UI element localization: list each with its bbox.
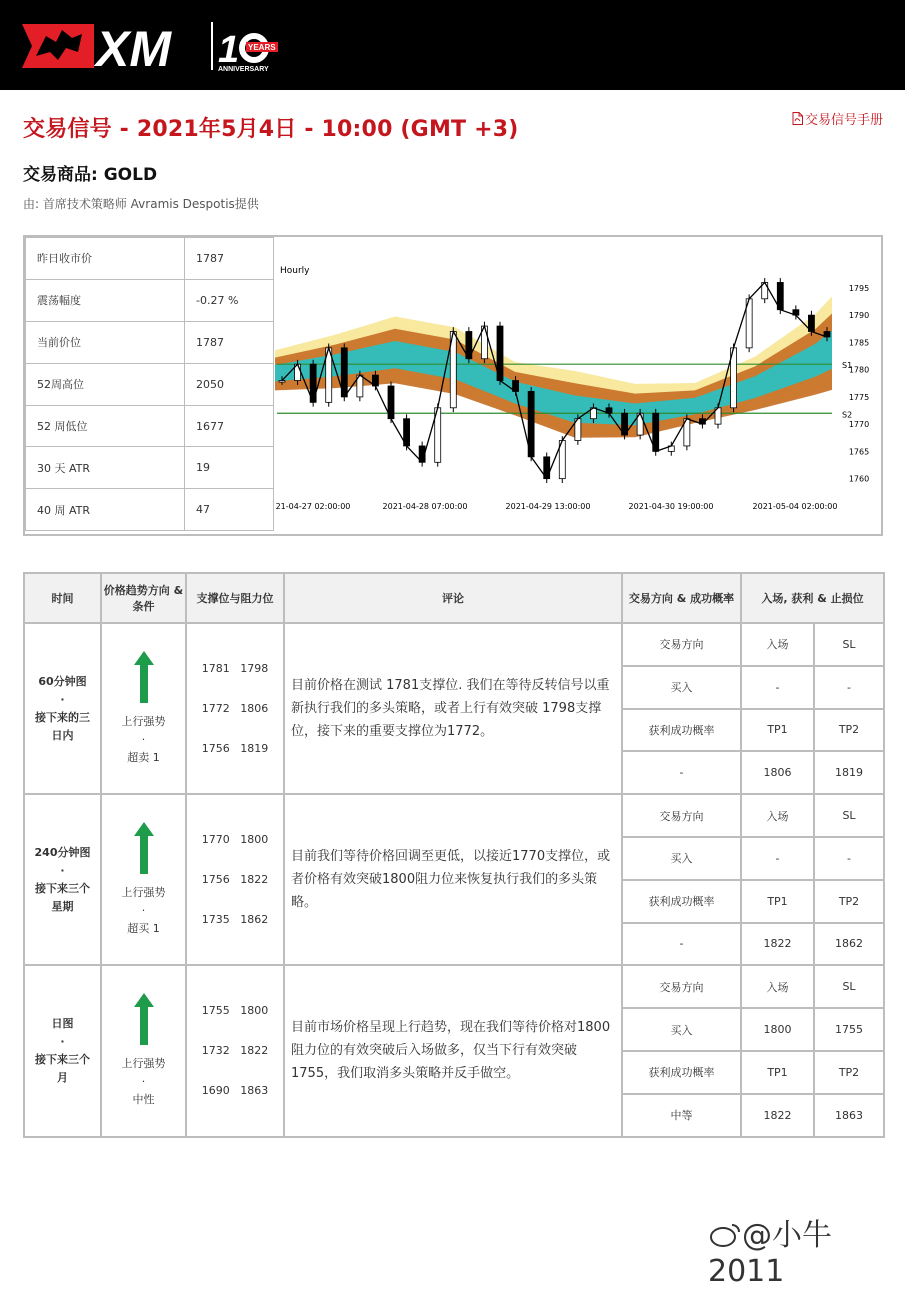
pdf-icon (792, 112, 803, 125)
trade-grid-cell: TP2 (814, 1051, 884, 1094)
stats-row (26, 447, 274, 489)
trade-grid-cell: 1800 (741, 1008, 814, 1051)
header-levels: 支撑位与阻力位 (186, 573, 284, 623)
trade-grid-cell: 1822 (741, 1094, 814, 1137)
resistance-level: 1798 (240, 661, 269, 675)
level-pair (188, 649, 282, 689)
trend-cell (101, 623, 186, 794)
trade-grid-cell: 交易方向 (622, 794, 741, 837)
chart-title: Hourly (280, 266, 310, 276)
x-tick-label: 2021-04-30 19:00:00 (628, 502, 714, 511)
up-arrow-icon (134, 993, 154, 1045)
stat-label: 当前价位 (26, 321, 185, 363)
trade-grid-cell: 1862 (814, 923, 884, 966)
level-label: S2 (842, 410, 853, 420)
support-level: 1770 (201, 832, 230, 846)
x-tick-label: 2021-04-29 13:00:00 (505, 502, 591, 511)
timeframe-line: 240分钟图 (34, 845, 91, 859)
x-tick-label: 2021-04-28 07:00:00 (382, 502, 468, 511)
timeframe-line: 日内 (51, 728, 74, 742)
comment-cell: 目前价格在测试 1781支撑位. 我们在等待反转信号以重新执行我们的多头策略，或者上行有效突破 1798支撑位，接下来的重要支撑位为1772。 (284, 623, 622, 794)
y-tick-label: 1790 (848, 311, 870, 321)
stat-value: 47 (185, 489, 274, 531)
y-tick-label: 1785 (848, 338, 870, 348)
trend-line: · (141, 1074, 146, 1088)
trade-grid-cell: - (741, 837, 814, 880)
svg-text:1: 1 (218, 29, 240, 71)
trend-cell (101, 965, 186, 1136)
y-tick-label: 1795 (848, 283, 870, 293)
stats-row (26, 363, 274, 405)
xm-logo (22, 18, 292, 74)
trade-grid-cell: 1755 (814, 1008, 884, 1051)
comment-cell: 目前市场价格呈现上行趋势，现在我们等待价格对1800阻力位的有效突破后入场做多，仅当下行有效突破1755，我们取消多头策略并反手做空。 (284, 965, 622, 1136)
trade-grid-cell: 获利成功概率 (622, 1051, 741, 1094)
stats-row (26, 489, 274, 531)
timeframe-line: · (60, 863, 65, 877)
level-pair (188, 729, 282, 769)
table-row (24, 794, 884, 837)
trade-grid-cell: 获利成功概率 (622, 709, 741, 752)
y-tick-label: 1775 (848, 392, 870, 402)
timeframe-line: 月 (57, 1070, 68, 1084)
trade-grid-cell: - (622, 923, 741, 966)
table-row (24, 965, 884, 1008)
trend-line: 中性 (132, 1092, 155, 1106)
trade-grid-cell: 买入 (622, 666, 741, 709)
y-tick-label: 1760 (848, 474, 870, 484)
y-tick-label: 1765 (848, 447, 870, 457)
timeframe-line: 接下来的三 (35, 710, 90, 724)
signal-manual-link[interactable] (792, 109, 883, 128)
timeframe-line: 星期 (51, 899, 74, 913)
trade-grid-cell: 交易方向 (622, 965, 741, 1008)
levels-cell (186, 623, 284, 794)
trend-line: 上行强势 (121, 885, 166, 899)
candle (279, 381, 285, 383)
resistance-level: 1822 (240, 872, 269, 886)
level-pair (188, 689, 282, 729)
stats-table (25, 237, 274, 531)
stat-label: 昨日收市价 (26, 238, 185, 280)
product-name: 交易商品: GOLD (23, 165, 158, 185)
support-level: 1732 (201, 1043, 230, 1057)
trend-line: 上行强势 (121, 1056, 166, 1070)
level-pair (188, 1031, 282, 1071)
trade-grid-cell: 中等 (622, 1094, 741, 1137)
stats-row (26, 405, 274, 447)
trade-grid-cell: 1863 (814, 1094, 884, 1137)
trade-grid-cell: SL (814, 794, 884, 837)
stat-value: 19 (185, 447, 274, 489)
header-bar (0, 0, 905, 90)
level-pair (188, 991, 282, 1031)
trade-grid-cell: SL (814, 623, 884, 666)
stat-value: 1787 (185, 238, 274, 280)
support-level: 1735 (201, 912, 230, 926)
stat-value: 1787 (185, 321, 274, 363)
support-level: 1781 (201, 661, 230, 675)
timeframe-cell (24, 965, 101, 1136)
trend-line: 上行强势 (121, 714, 166, 728)
hourly-chart (275, 237, 883, 534)
y-tick-label: 1780 (848, 365, 870, 375)
trend-line: · (141, 903, 146, 917)
trade-grid-cell: 获利成功概率 (622, 880, 741, 923)
watermark (708, 1210, 905, 1289)
trade-grid-cell: TP2 (814, 880, 884, 923)
trend-line: 超买 1 (127, 921, 160, 935)
page-title: 交易信号 - 2021年5月4日 - 10:00 (GMT +3) (23, 117, 519, 142)
stat-label: 40 周 ATR (26, 489, 185, 531)
trend-cell (101, 794, 186, 965)
trade-grid-cell: SL (814, 965, 884, 1008)
watermark-text: @小牛2011 (708, 1218, 832, 1289)
trade-grid-cell: - (814, 666, 884, 709)
support-level: 1772 (201, 701, 230, 715)
up-arrow-icon (134, 822, 154, 874)
header-comment: 评论 (284, 573, 622, 623)
svg-text:YEARS: YEARS (248, 43, 276, 52)
trade-grid-cell: 买入 (622, 1008, 741, 1051)
comment-cell: 目前我们等待价格回调至更低，以接近1770支撑位，或者价格有效突破1800阻力位来恢复执行我们的多头策略。 (284, 794, 622, 965)
trade-grid-cell: - (741, 666, 814, 709)
stat-value: 2050 (185, 363, 274, 405)
svg-text:ANNIVERSARY: ANNIVERSARY (218, 66, 269, 73)
summary-panel (23, 235, 883, 536)
support-level: 1690 (201, 1083, 230, 1097)
timeframe-line: 日图 (51, 1016, 74, 1030)
level-pair (188, 860, 282, 900)
up-arrow-icon (134, 651, 154, 703)
stats-row (26, 279, 274, 321)
stat-label: 震荡幅度 (26, 279, 185, 321)
timeframe-line: · (60, 1034, 65, 1048)
trade-grid-cell: 买入 (622, 837, 741, 880)
header-entry: 入场, 获利 & 止损位 (741, 573, 884, 623)
timeframe-line: 60分钟图 (38, 674, 87, 688)
header-trend: 价格趋势方向 & 条件 (101, 573, 186, 623)
support-level: 1755 (201, 1003, 230, 1017)
timeframe-line: 接下来三个 (35, 881, 90, 895)
table-header-row (24, 573, 884, 623)
header-direction: 交易方向 & 成功概率 (622, 573, 741, 623)
stats-row (26, 238, 274, 280)
resistance-level: 1806 (240, 701, 269, 715)
level-label: S1 (842, 361, 853, 371)
weibo-icon (708, 1219, 742, 1249)
timeframe-line: 接下来三个 (35, 1052, 90, 1066)
x-tick-label: 2021-05-04 02:00:00 (752, 502, 838, 511)
trade-grid-cell: 交易方向 (622, 623, 741, 666)
levels-cell (186, 794, 284, 965)
y-tick-label: 1770 (848, 420, 870, 430)
header-time: 时间 (24, 573, 101, 623)
trade-grid-cell: TP2 (814, 709, 884, 752)
x-tick-label: 21-04-27 02:00:00 (275, 502, 351, 511)
signals-table (23, 572, 885, 1138)
stat-label: 30 天 ATR (26, 447, 185, 489)
trade-grid-cell: - (814, 837, 884, 880)
stat-label: 52周高位 (26, 363, 185, 405)
trade-grid-cell: - (622, 751, 741, 794)
timeframe-line: · (60, 692, 65, 706)
level-pair (188, 820, 282, 860)
trade-grid-cell: TP1 (741, 1051, 814, 1094)
support-level: 1756 (201, 872, 230, 886)
level-pair (188, 900, 282, 940)
timeframe-cell (24, 623, 101, 794)
resistance-level: 1819 (240, 741, 269, 755)
trade-grid-cell: 1806 (741, 751, 814, 794)
trade-grid-cell: TP1 (741, 709, 814, 752)
resistance-level: 1800 (240, 1003, 269, 1017)
stat-value: -0.27 % (185, 279, 274, 321)
author-byline: 由: 首席技术策略师 Avramis Despotis提供 (23, 197, 259, 211)
trend-line: · (141, 732, 146, 746)
trade-grid-cell: 入场 (741, 623, 814, 666)
trade-grid-cell: 1822 (741, 923, 814, 966)
resistance-level: 1822 (240, 1043, 269, 1057)
trade-grid-cell: 1819 (814, 751, 884, 794)
support-level: 1756 (201, 741, 230, 755)
trend-line: 超卖 1 (127, 750, 160, 764)
resistance-level: 1862 (240, 912, 269, 926)
resistance-level: 1800 (240, 832, 269, 846)
timeframe-cell (24, 794, 101, 965)
table-row (24, 623, 884, 666)
trade-grid-cell: TP1 (741, 880, 814, 923)
trade-grid-cell: 入场 (741, 965, 814, 1008)
level-pair (188, 1071, 282, 1111)
svg-text:XM: XM (96, 21, 171, 74)
trade-grid-cell: 入场 (741, 794, 814, 837)
resistance-level: 1863 (240, 1083, 269, 1097)
levels-cell (186, 965, 284, 1136)
signal-manual-label[interactable]: 交易信号手册 (804, 113, 883, 128)
stat-label: 52 周低位 (26, 405, 185, 447)
stats-row (26, 321, 274, 363)
stat-value: 1677 (185, 405, 274, 447)
